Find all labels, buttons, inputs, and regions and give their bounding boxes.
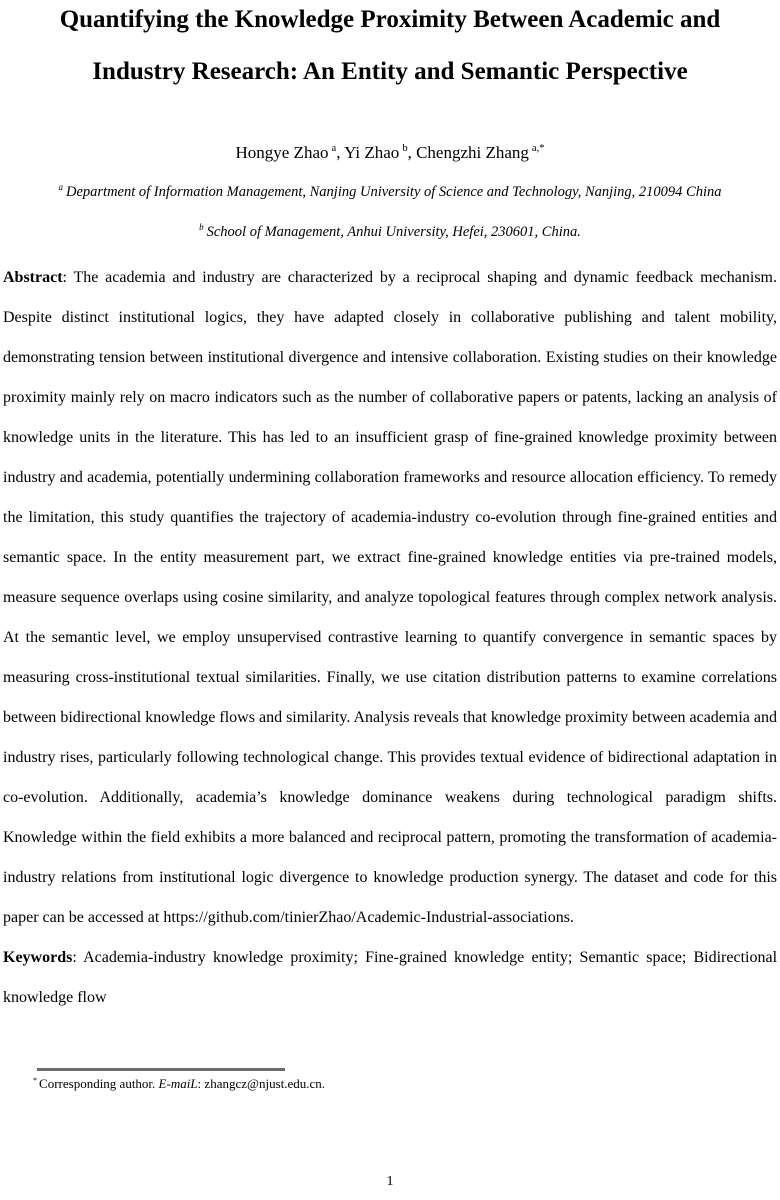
abstract-paragraph <box>3 258 777 938</box>
affiliation-b-text: School of Management, Anhui University, Hefei, 230601, China. <box>206 224 581 240</box>
footnote-period: . <box>321 1076 326 1091</box>
footnote-block <box>3 1068 777 1093</box>
affiliations-block <box>3 172 777 252</box>
github-repository-link[interactable]: https://github.com/tinierZhao/Academic-Industrial-associations <box>163 909 570 926</box>
page-number: 1 <box>386 1174 394 1189</box>
corresponding-author-footnote <box>33 1075 777 1093</box>
paper-title-line-1: Quantifying the Knowledge Proximity Between Academic and <box>59 6 721 33</box>
keywords-colon: : <box>72 949 84 966</box>
author-name-2: Yi Zhao <box>344 143 400 162</box>
author-separator-1: , <box>336 143 345 162</box>
author-affiliation-mark-1: a <box>331 143 337 155</box>
abstract-colon: : <box>62 269 74 286</box>
keywords-list: Academia-industry knowledge proximity; Fine-grained knowledge entity; Semantic space; Bidirectional knowledge flow <box>3 949 778 1006</box>
authors-line <box>3 142 777 164</box>
paper-title <box>3 0 777 98</box>
footnote-asterisk: * <box>33 1075 38 1085</box>
affiliation-a-text: Department of Information Management, Nanjing University of Science and Technology, Nanjing, 210094 China <box>65 184 722 200</box>
footnote-colon: : <box>197 1076 205 1091</box>
author-name-3: Chengzhi Zhang <box>416 143 529 162</box>
corresponding-author-email[interactable]: zhangcz@njust.edu.cn <box>204 1076 322 1091</box>
footnote-divider <box>37 1068 285 1071</box>
author-separator-2: , <box>407 143 417 162</box>
author-affiliation-mark-2: b <box>402 143 408 155</box>
author-name-1: Hongye Zhao <box>235 143 329 162</box>
abstract-label: Abstract <box>3 269 63 286</box>
affiliation-b <box>3 212 777 252</box>
paper-title-line-2: Industry Research: An Entity and Semantic Perspective <box>92 58 688 85</box>
author-affiliation-mark-3: a,* <box>531 143 545 155</box>
keywords-paragraph <box>3 938 777 1018</box>
footnote-text-label: Corresponding author. <box>39 1076 159 1091</box>
affiliation-b-mark: b <box>199 222 204 233</box>
abstract-body-text: The academia and industry are characterized by a reciprocal shaping and dynamic feedback mechanism. Despite distinct institutional logics, they have adapted closely in collaborative publishing and talent mobility, demonstrating tension between institutional divergence and intensive collaboration. Existing studies on their knowledge proximity mainly rely on macro indicators such as the number of collaborative papers or patents, lacking an analysis of knowledge units in the literature. This has led to an insufficient grasp of fine-grained knowledge proximity between industry and academia, potentially undermining collaboration frameworks and resource allocation efficiency. To remedy the limitation, this study quantifies the trajectory of academia-industry co-evolution through fine-grained entities and semantic space. In the entity measurement part, we extract fine-grained knowledge entities via pre-trained models, measure sequence overlaps using cosine similarity, and analyze topological features through complex network analysis. At the semantic level, we employ unsupervised contrastive learning to quantify convergence in semantic spaces by measuring cross-institutional textual similarities. Finally, we use citation distribution patterns to examine correlations between bidirectional knowledge flows and similarity. Analysis reveals that knowledge proximity between academia and industry rises, particularly following technological change. This provides textual evidence of bidirectional adaptation in co-evolution. Additionally, academia’s knowledge dominance weakens during technological paradigm shifts. Knowledge within the field exhibits a more balanced and reciprocal pattern, promoting the transformation of academia-industry relations from institutional logic divergence to knowledge production synergy. The dataset and code for this paper can be accessed at <box>3 269 778 926</box>
email-label: E-maiL <box>158 1076 198 1091</box>
keywords-label: Keywords <box>3 949 73 966</box>
abstract-final-period: . <box>569 909 574 926</box>
affiliation-a-mark: a <box>58 182 63 193</box>
affiliation-a <box>3 172 777 212</box>
